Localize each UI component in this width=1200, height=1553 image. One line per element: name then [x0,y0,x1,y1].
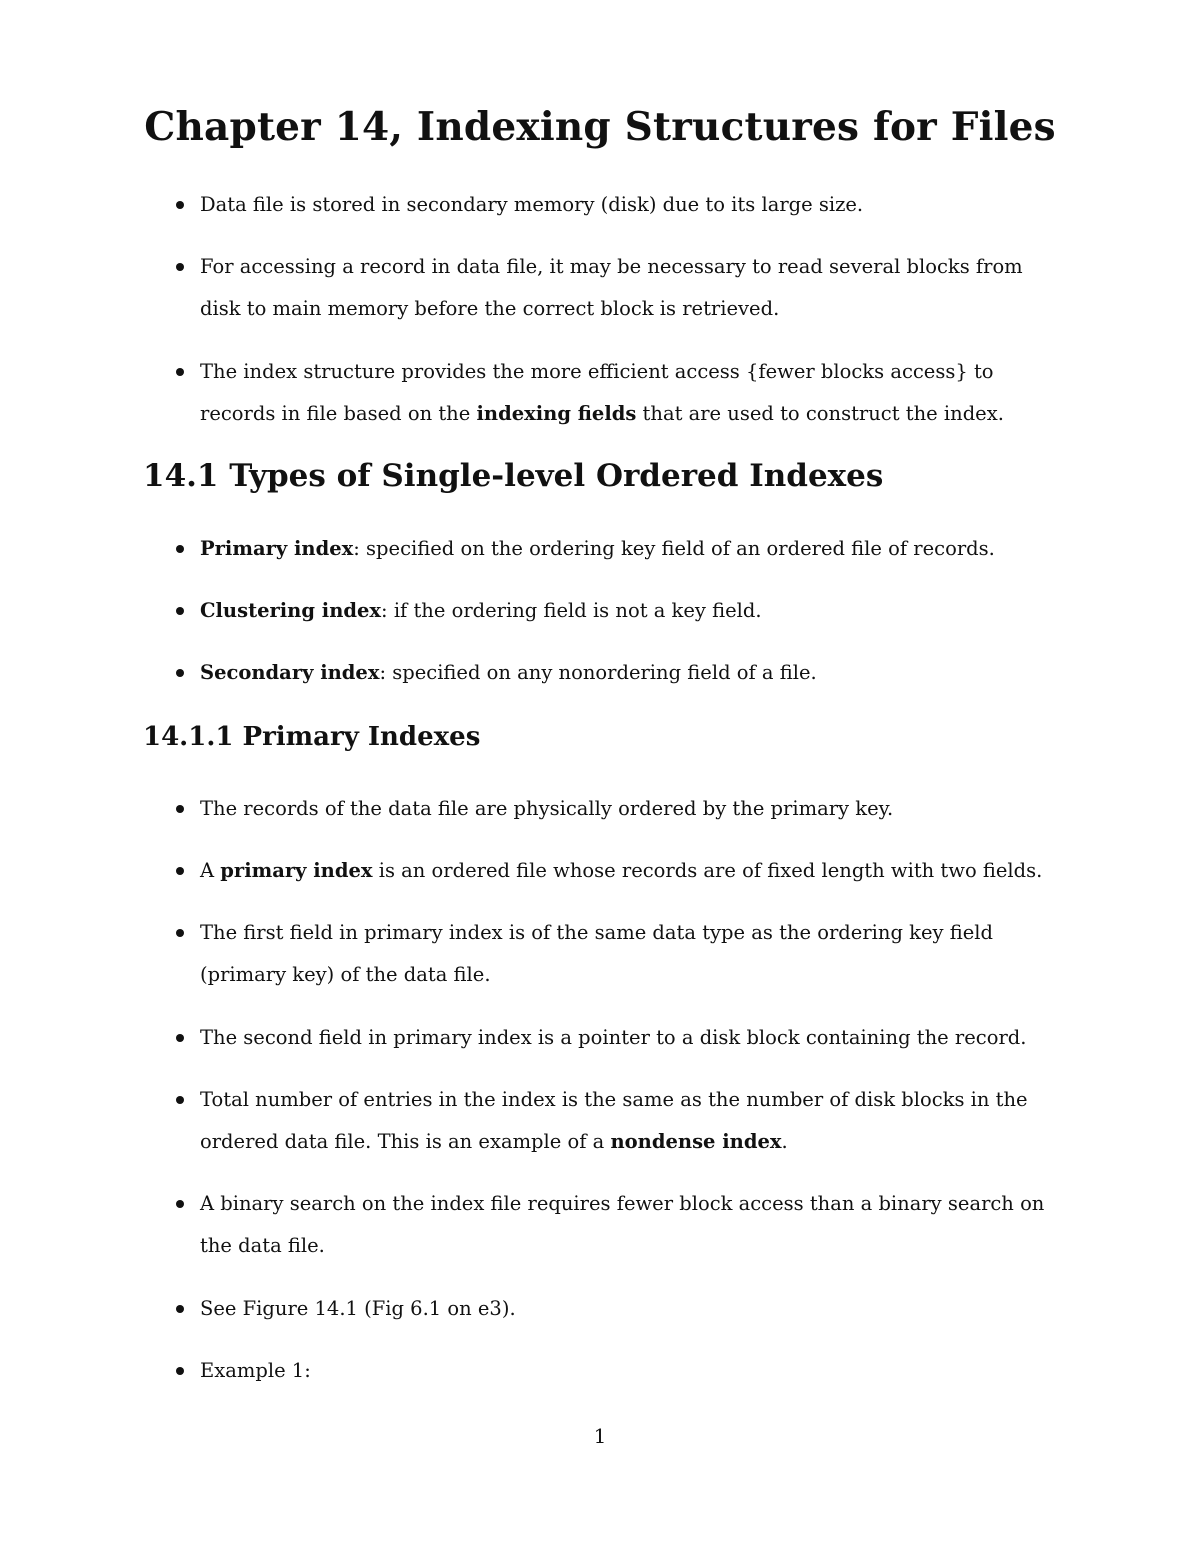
bullet-text: : if the ordering field is not a key field. [381,599,762,622]
bullet-text: : specified on the ordering key field of an ordered file of records. [353,537,995,560]
bullet-text: Total number of entries in the index is the same as the number of disk blocks in the ordered data file. This is an example of a [200,1088,1028,1153]
bullet-text: The index structure provides the more efficient access {fewer blocks access} to records in file based on the [200,360,994,425]
bullet-icon [176,1305,184,1313]
bold-term: Primary index [200,537,354,560]
bullet-text: A binary search on the index file requires fewer block access than a binary search on the data file. [200,1192,1045,1257]
list-item [176,1183,1060,1267]
list-item [176,1350,1060,1392]
bullet-icon [176,1034,184,1042]
bullet-text: The first field in primary index is of the same data type as the ordering key field (primary key) of the data file. [200,921,993,986]
list-item [176,1017,1060,1059]
bullet-text: The second field in primary index is a pointer to a disk block containing the record. [200,1026,1027,1049]
chapter-title: Chapter 14, Indexing Structures for Files [144,104,1056,150]
list-item [176,912,1060,996]
bold-term: nondense index [610,1130,782,1153]
bullet-text: Data file is stored in secondary memory (disk) due to its large size. [200,193,864,216]
list-item [176,528,1060,570]
bold-term: Secondary index [200,661,380,684]
bold-term: indexing fields [476,402,637,425]
list-item [176,351,1060,435]
bullet-text: See Figure 14.1 (Fig 6.1 on e3). [200,1297,516,1320]
bullet-text: Example 1: [200,1359,311,1382]
bullet-icon [176,201,184,209]
bullet-icon [176,867,184,875]
list-item [176,1079,1060,1163]
bullet-text: : specified on any nonordering field of a file. [379,661,817,684]
page-number: 1 [593,1424,607,1448]
bullet-icon [176,669,184,677]
bullet-icon [176,929,184,937]
list-item [176,246,1060,330]
list-item [176,184,1060,226]
list-item [176,850,1060,892]
bold-term: primary index [220,859,373,882]
bullet-text: is an ordered file whose records are of fixed length with two fields. [372,859,1043,882]
bullet-text: that are used to construct the index. [636,402,1004,425]
bullet-text: A [200,859,221,882]
bullet-icon [176,1200,184,1208]
bullet-icon [176,368,184,376]
list-item [176,652,1060,694]
bullet-text: The records of the data file are physically ordered by the primary key. [200,797,894,820]
list-item [176,1288,1060,1330]
bullet-icon [176,263,184,271]
section-heading: 14.1 Types of Single-level Ordered Indexes [143,458,884,494]
bullet-icon [176,1367,184,1375]
bullet-icon [176,1096,184,1104]
list-item [176,788,1060,830]
bullet-text: . [781,1130,788,1153]
bullet-icon [176,805,184,813]
bullet-icon [176,607,184,615]
bullet-text: For accessing a record in data file, it may be necessary to read several blocks from disk to main memory before the correct block is retrieved. [200,255,1023,320]
list-item [176,590,1060,632]
bullet-icon [176,545,184,553]
subsection-heading: 14.1.1 Primary Indexes [143,722,481,752]
bold-term: Clustering index [200,599,382,622]
